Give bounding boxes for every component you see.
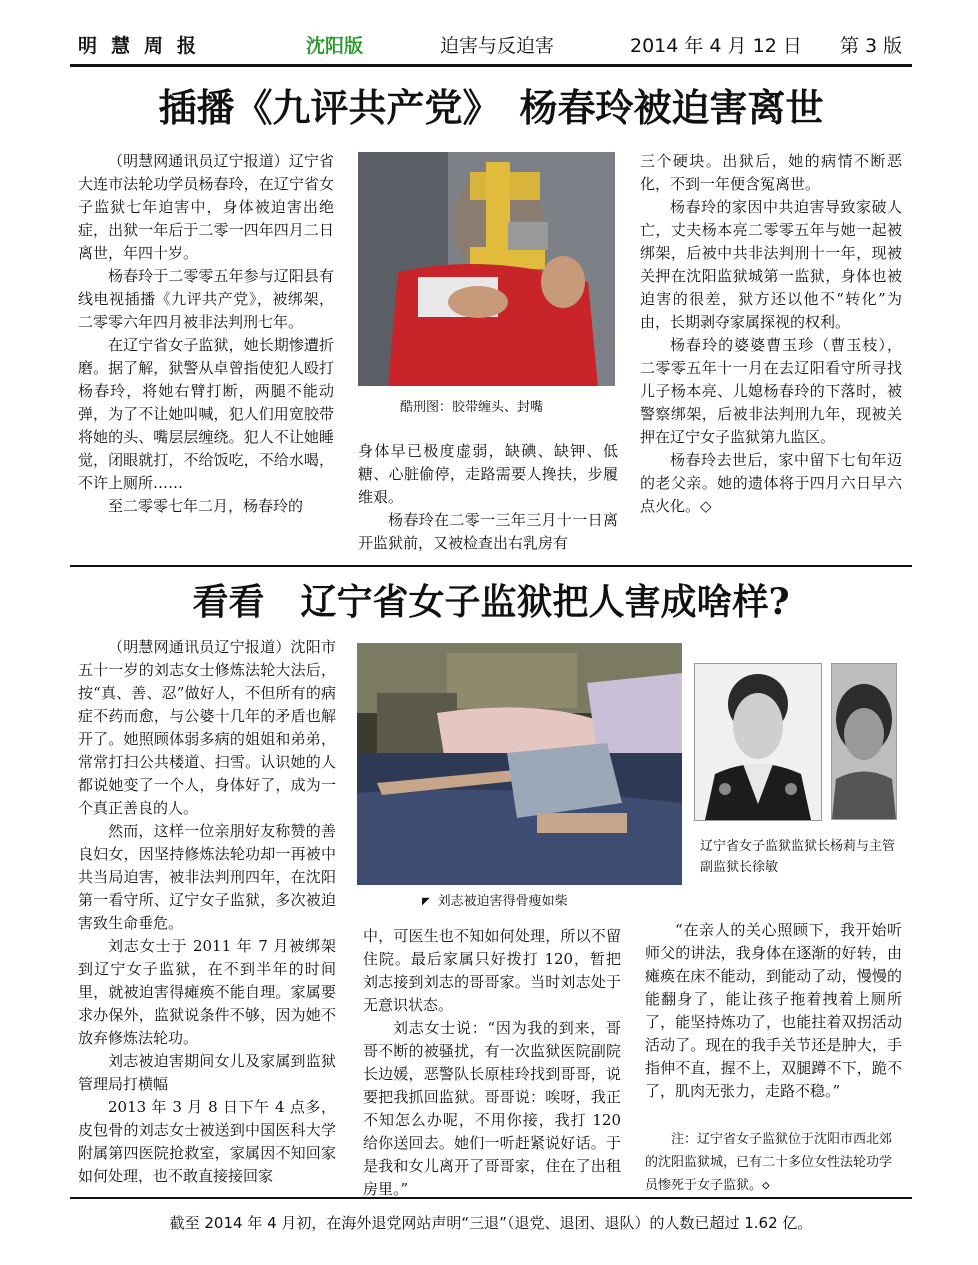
warden-portrait	[694, 663, 822, 821]
footer-rule	[70, 1197, 912, 1199]
article1-col2	[358, 440, 618, 555]
header-rule	[70, 64, 912, 67]
bedridden-photo	[357, 643, 682, 885]
article2-col3	[645, 919, 902, 1103]
page-header	[70, 30, 912, 62]
paragraph: 杨春玲的家因中共迫害导致家破人亡，丈夫杨本亮二零零五年与她一起被绑架，后被中共非法判刑十一年，现被关押在沈阳监狱城第一监狱，身体也被迫害的很差，狱方还以他不“转化”为由，长期剥夺家属探视的权利。	[640, 198, 902, 331]
paragraph: （明慧网通讯员辽宁报道）沈阳市五十一岁的刘志女士修炼法轮大法后，按“真、善、忍”做好人，不但所有的病症不药而愈，与公婆十几年的矛盾也解开了。她照顾体弱多病的姐姐和弟弟，常常打扫公共楼道、扫雪。认识她的人都说她变了一个人，身体好了，成为一个真正善良的人。	[78, 638, 336, 817]
bedridden-illustration	[357, 643, 682, 885]
article2-note: 注：辽宁省女子监狱位于沈阳市西北郊的沈阳监狱城，已有二十多位女性法轮功学员惨死于女子监狱。◇	[645, 1132, 893, 1193]
article1-col1	[78, 150, 334, 518]
paragraph: 杨春玲去世后，家中留下七旬年迈的老父亲。她的遗体将于四月六日早六点火化。◇	[640, 451, 902, 515]
paragraph: （明慧网通讯员辽宁报道）辽宁省大连市法轮功学员杨春玲，在辽宁省女子监狱七年迫害中，身体被迫害出绝症，出狱一年后于二零一四年四月二日离世，年四十岁。	[78, 152, 334, 262]
paragraph: 刘志女士说：“因为我的到来，哥哥不断的被骚扰，有一次监狱医院副院长边媛，恶警队长原桂玲找到哥哥，说要把我抓回监狱。哥哥说：唉呀，我正不知怎么办呢，不用你接，我打 120 给你送回去。她们一听赶紧说好话。于是我和女儿离开了哥哥家，住在了出租房里。”	[363, 1019, 621, 1198]
deputy-warden-illustration	[832, 664, 896, 819]
article1-photo-caption: 酷刑图：胶带缠头、封嘴	[400, 400, 544, 415]
paragraph: 中，可医生也不知如何处理，所以不留住院。最后家属只好拨打 120，暂把刘志接到刘志的哥哥家。当时刘志处于无意识状态。	[363, 927, 621, 1014]
article2-title: 看看 辽宁省女子监狱把人害成啥样?	[192, 581, 790, 623]
paragraph: “在亲人的关心照顾下，我开始听师父的讲法，我身体在逐渐的好转，由瘫痪在床不能动，到能动了动，慢慢的能翻身了，能让孩子拖着拽着上厕所了，能坚持炼功了，也能拄着双拐活动活动了。现在的我手关节还是肿大，手指伸不直，握不上，双腿蹲不下，跪不了，肌肉无张力，走路不稳。”	[645, 921, 902, 1100]
paragraph: 杨春玲于二零零五年参与辽阳县有线电视插播《九评共产党》，被绑架，二零零六年四月被非法判刑七年。	[78, 267, 334, 331]
paragraph: 身体早已极度虚弱，缺碘、缺钾、低糖、心脏偷停，走路需要人搀扶，步履维艰。	[358, 442, 618, 506]
article2-photo-caption: ◤ 刘志被迫害得骨瘦如柴	[422, 894, 568, 909]
paragraph: 杨春玲在二零一三年三月十一日离开监狱前，又被检查出右乳房有	[358, 511, 618, 552]
portrait-caption: 辽宁省女子监狱监狱长杨莉与主管副监狱长徐敏	[700, 839, 896, 875]
footer-notice: 截至 2014 年 4 月初，在海外退党网站声明“三退”（退党、退团、退队）的人数已超过 1.62 亿。	[169, 1214, 813, 1232]
torture-photo	[358, 152, 615, 386]
paragraph: 至二零零七年二月，杨春玲的	[108, 497, 304, 515]
section-label: 迫害与反迫害	[440, 35, 555, 57]
paragraph: 刘志女士于 2011 年 7 月被绑架到辽宁女子监狱，在不到半年的时间里，就被迫害得瘫痪不能自理。家属要求办保外，监狱说条件不够，因为她不放弃修炼法轮功。	[78, 937, 336, 1047]
warden-illustration	[695, 664, 821, 820]
paragraph: 在辽宁省女子监狱，她长期惨遭折磨。据了解，狱警从卓曾指使犯人殴打杨春玲，将她右臂打断，两腿不能动弹，为了不让她叫喊，犯人们用宽胶带将她的头、嘴层层缠绕。犯人不让她睡觉，闭眼就打，不给饭吃，不给水喝，不许上厕所……	[78, 336, 334, 492]
deputy-warden-portrait	[831, 663, 897, 820]
article1-title: 插播《九评共产党》 杨春玲被迫害离世	[158, 85, 824, 130]
paragraph: 刘志被迫害期间女儿及家属到监狱管理局打横幅	[78, 1052, 336, 1093]
article1-col3	[640, 150, 902, 518]
paragraph: 三个硬块。出狱后，她的病情不断恶化，不到一年便含冤离世。	[640, 152, 902, 193]
page-number: 第 3 版	[840, 35, 903, 57]
article2-col1	[78, 636, 336, 1188]
article2-col2	[363, 925, 621, 1201]
issue-date: 2014 年 4 月 12 日	[630, 35, 802, 57]
paragraph: 然而，这样一位亲朋好友称赞的善良妇女，因坚持修炼法轮功却一再被中共当局迫害，被非法判刑四年，在沈阳第一看守所、辽宁女子监狱，多次被迫害致生命垂危。	[78, 822, 336, 932]
edition-label: 沈阳版	[306, 35, 364, 57]
article-divider	[70, 565, 912, 567]
torture-illustration	[358, 152, 615, 386]
paragraph: 杨春玲的婆婆曹玉珍（曹玉枝），二零零五年十一月在去辽阳看守所寻找儿子杨本亮、儿媳杨春玲的下落时，被警察绑架，后被非法判刑九年，现被关押在辽宁女子监狱第九监区。	[640, 336, 902, 446]
paper-name: 明慧周报	[78, 35, 211, 57]
paragraph: 2013 年 3 月 8 日下午 4 点多，皮包骨的刘志女士被送到中国医科大学附属第四医院抢救室，家属因不知回家如何处理，也不敢直接接回家	[78, 1098, 336, 1185]
